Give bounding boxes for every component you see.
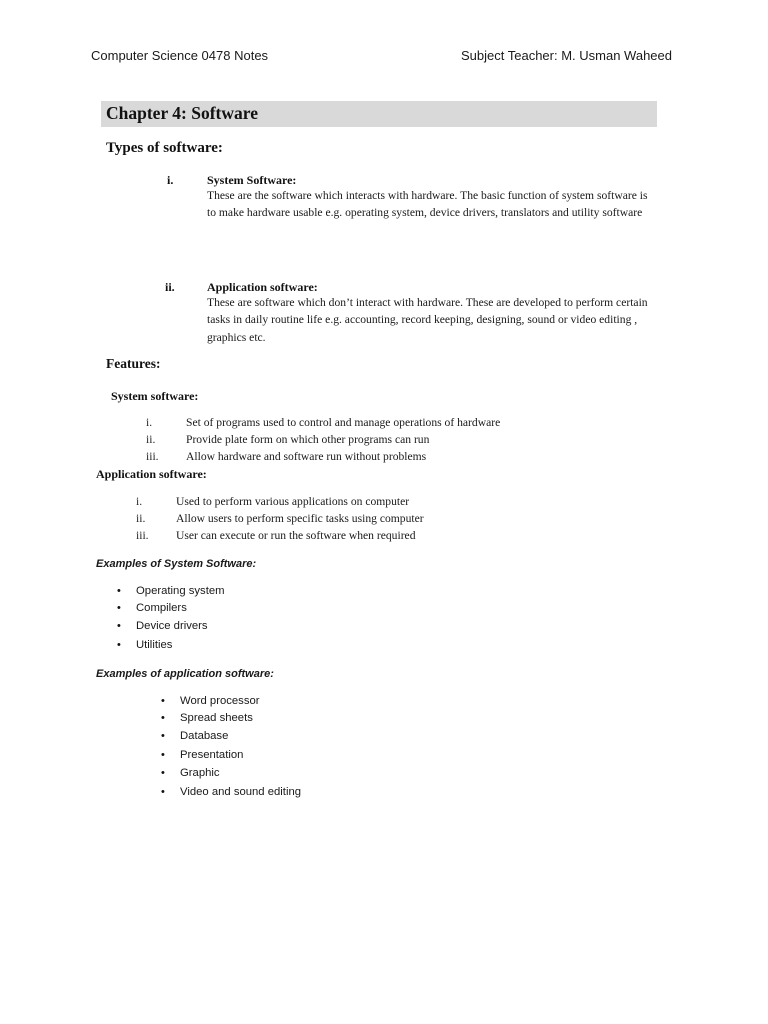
list-item: Provide plate form on which other programs can run bbox=[186, 433, 430, 446]
list-item: Graphic bbox=[180, 767, 220, 779]
bullet-icon: • bbox=[117, 585, 121, 597]
list-item-number: iii. bbox=[146, 450, 159, 463]
type-description-system: These are the software which interacts with hardware. The basic function of system software is to make hardware usable e.g. operating system, device drivers, translators and utility software bbox=[207, 189, 648, 220]
list-item: User can execute or run the software when required bbox=[176, 529, 416, 542]
list-item: Operating system bbox=[136, 585, 225, 597]
list-item: Used to perform various applications on computer bbox=[176, 495, 410, 508]
types-title: Types of software: bbox=[106, 140, 223, 156]
list-item: Word processor bbox=[180, 695, 260, 707]
examples-application-title: Examples of application software: bbox=[96, 668, 274, 680]
bullet-icon: • bbox=[161, 730, 165, 742]
list-item: Utilities bbox=[136, 639, 173, 651]
list-item-number: i. bbox=[136, 495, 143, 508]
list-item: Set of programs used to control and manage operations of hardware bbox=[186, 416, 501, 429]
list-item: Allow users to perform specific tasks using computer bbox=[176, 512, 424, 525]
header-right: Subject Teacher: M. Usman Waheed bbox=[461, 48, 672, 63]
bullet-icon: • bbox=[161, 712, 165, 724]
list-item: Video and sound editing bbox=[180, 786, 302, 798]
features-title: Features: bbox=[106, 356, 161, 371]
bullet-icon: • bbox=[161, 695, 165, 707]
list-item: Device drivers bbox=[136, 620, 208, 632]
bullet-icon: • bbox=[117, 602, 121, 614]
type-heading-system: System Software: bbox=[207, 173, 297, 187]
list-item: Presentation bbox=[180, 749, 244, 761]
list-item-number: ii. bbox=[146, 433, 156, 446]
header-left: Computer Science 0478 Notes bbox=[91, 48, 269, 63]
list-item-number: iii. bbox=[136, 529, 149, 542]
type-number: i. bbox=[167, 173, 174, 187]
list-item: Database bbox=[180, 730, 229, 742]
list-item-number: i. bbox=[146, 416, 153, 429]
bullet-icon: • bbox=[117, 639, 121, 651]
bullet-icon: • bbox=[161, 786, 165, 798]
examples-system-title: Examples of System Software: bbox=[96, 558, 257, 570]
bullet-icon: • bbox=[161, 767, 165, 779]
list-item: Compilers bbox=[136, 602, 187, 614]
features-system-title: System software: bbox=[111, 389, 199, 403]
chapter-title: Chapter 4: Software bbox=[106, 103, 258, 123]
type-number: ii. bbox=[165, 280, 175, 294]
list-item: Allow hardware and software run without problems bbox=[186, 450, 427, 463]
features-application-title: Application software: bbox=[96, 467, 207, 481]
bullet-icon: • bbox=[161, 749, 165, 761]
list-item-number: ii. bbox=[136, 512, 146, 525]
list-item: Spread sheets bbox=[180, 712, 253, 724]
bullet-icon: • bbox=[117, 620, 121, 632]
type-heading-application: Application software: bbox=[207, 280, 318, 294]
type-description-application: These are software which don’t interact with hardware. These are developed to perform certain tasks in daily routine life e.g. accounting, record keeping, designing, sound or video editing , graphics etc. bbox=[207, 296, 648, 344]
